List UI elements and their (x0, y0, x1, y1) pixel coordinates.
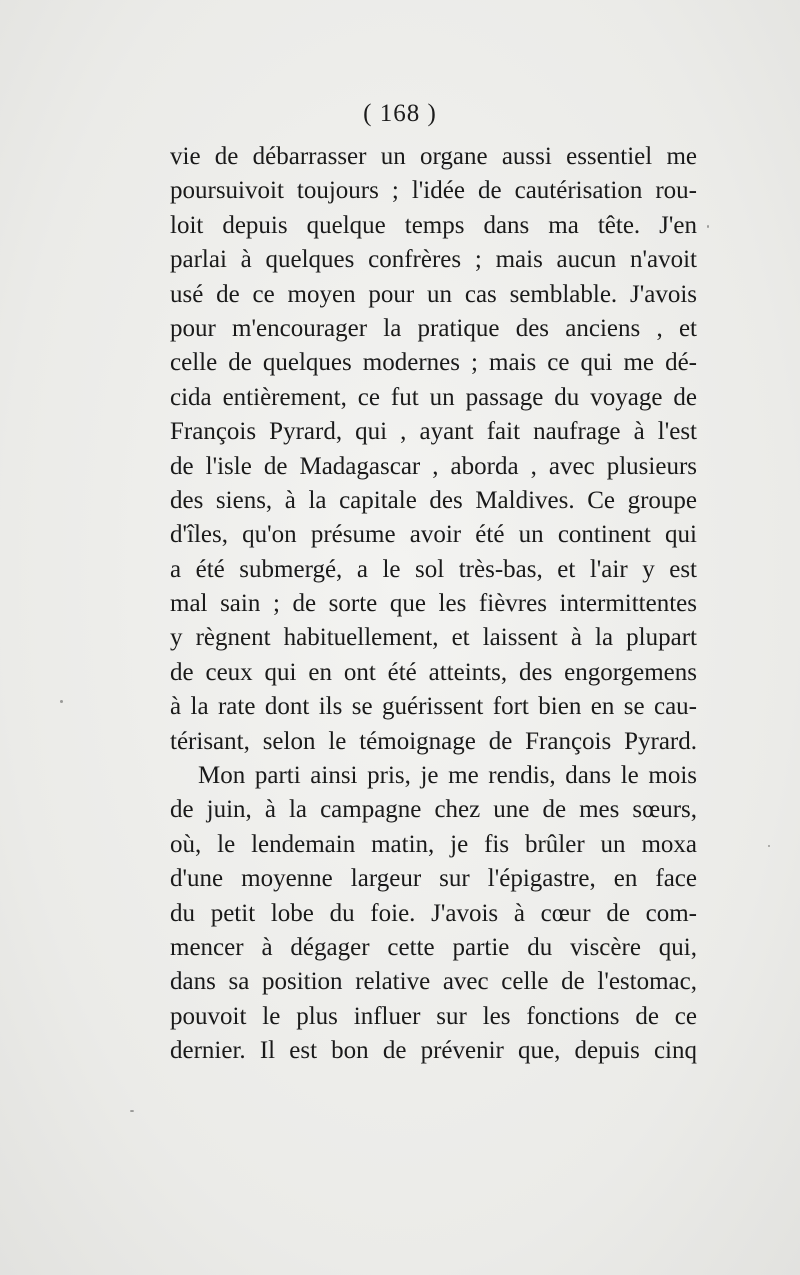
text-line: usé de ce moyen pour un cas semblable. J'avois (170, 280, 697, 308)
text-line: parlai à quelques confrères ; mais aucun n'avoit (170, 246, 697, 274)
text-line: de juin, à la campagne chez une de mes sœurs, (170, 796, 697, 824)
text-line: y règnent habituellement, et laissent à la plupart (170, 624, 697, 652)
text-line: des siens, à la capitale des Maldives. Ce groupe (170, 486, 697, 514)
text-line: loit depuis quelque temps dans ma tête. J'en (170, 211, 697, 239)
text-line: pour m'encourager la pratique des anciens , et (170, 314, 697, 342)
text-line: celle de quelques modernes ; mais ce qui me dé- (170, 349, 697, 377)
text-line: dans sa position relative avec celle de l'estomac, (170, 968, 697, 996)
text-line: poursuivoit toujours ; l'idée de cautérisation rou- (170, 177, 697, 205)
text-line: vie de débarrasser un organe aussi essentiel me (170, 143, 697, 170)
paragraph-end-line: térisant, selon le témoignage de François Pyrard. (170, 727, 697, 755)
paper-speck (60, 700, 63, 703)
text-line: à la rate dont ils se guérissent fort bien en se cau- (170, 693, 697, 721)
text-line: a été submergé, a le sol très-bas, et l'air y est (170, 555, 697, 583)
text-line: François Pyrard, qui , ayant fait naufrage à l'est (170, 418, 697, 446)
paper-speck (130, 1110, 134, 1112)
text-line: d'une moyenne largeur sur l'épigastre, en face (170, 865, 697, 893)
body-text (170, 140, 697, 1069)
text-line: de l'isle de Madagascar , aborda , avec plusieurs (170, 452, 697, 480)
paragraph-start-line: Mon parti ainsi pris, je me rendis, dans le mois (198, 762, 697, 790)
text-line: mencer à dégager cette partie du viscère qui, (170, 933, 697, 961)
text-line: d'îles, qu'on présume avoir été un continent qui (170, 521, 697, 549)
text-line: mal sain ; de sorte que les fièvres intermittentes (170, 590, 697, 618)
text-line: du petit lobe du foie. J'avois à cœur de com- (170, 899, 697, 927)
text-line: dernier. Il est bon de prévenir que, depuis cinq (170, 1037, 697, 1065)
page-number: ( 168 ) (363, 100, 437, 127)
text-line: où, le lendemain matin, je fis brûler un moxa (170, 830, 697, 858)
paper-speck (768, 845, 770, 847)
paper-speck (707, 225, 709, 228)
text-line: cida entièrement, ce fut un passage du voyage de (170, 383, 697, 411)
text-line: pouvoit le plus influer sur les fonctions de ce (170, 1002, 697, 1030)
text-line: de ceux qui en ont été atteints, des engorgemens (170, 658, 697, 686)
